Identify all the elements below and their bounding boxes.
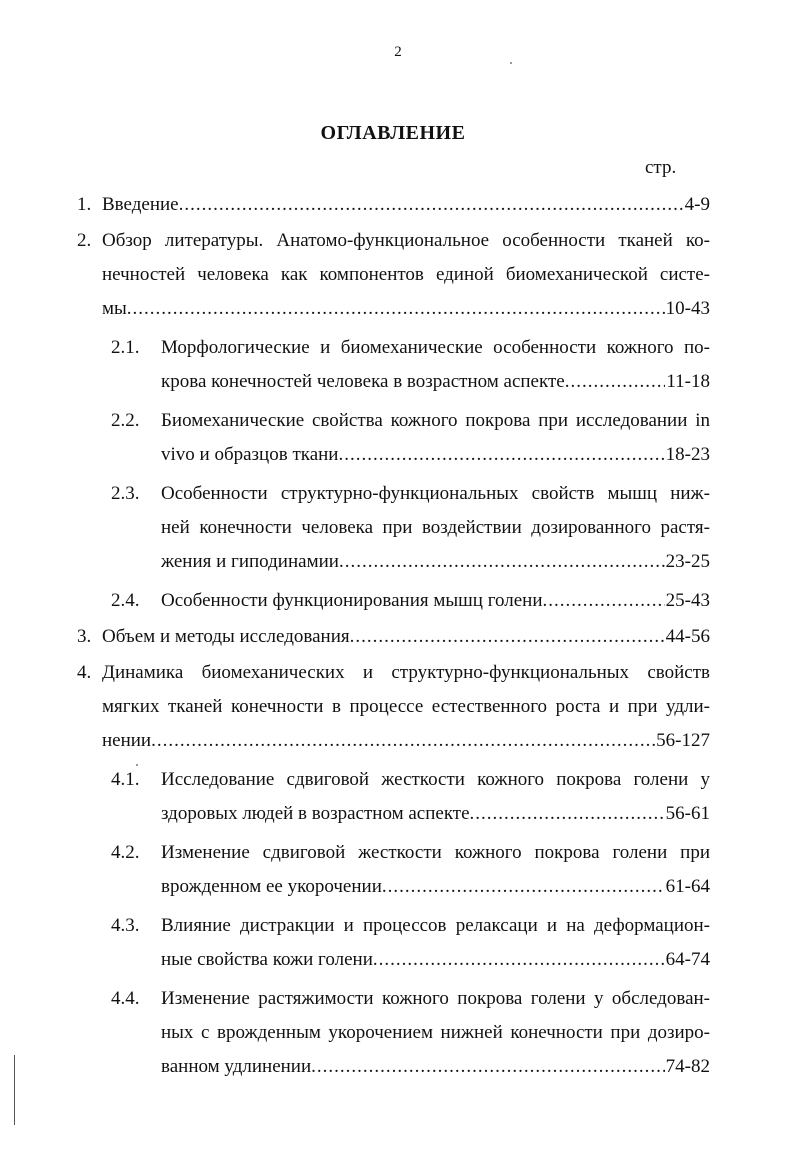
toc-entry-line: мягких тканей конечности в процессе естественного роста и при удли-: [102, 696, 710, 717]
toc-entry: [0, 584, 796, 618]
toc-entry-line: Изменение сдвиговой жесткости кожного покрова голени при: [161, 842, 710, 863]
toc-entry-number: 3.: [77, 626, 92, 647]
toc-entry-title: крова конечностей человека в возрастном аспекте: [161, 371, 565, 392]
toc-entry-number: 4.1.: [111, 769, 140, 790]
toc-entry-pages: 61-64: [665, 876, 710, 897]
toc-entry: [0, 331, 796, 399]
scan-speck: [510, 62, 512, 64]
toc-entry-number: 4.4.: [111, 988, 140, 1009]
toc-entry-number: 2.4.: [111, 590, 140, 611]
toc-entry-pages: 64-74: [665, 949, 710, 970]
toc-entry-line: Исследование сдвиговой жесткости кожного покрова голени у: [161, 769, 710, 790]
toc-entry-title: ные свойства кожи голени: [161, 949, 373, 970]
toc-entry-line: Обзор литературы. Анатомо-функциональное особенности тканей ко-: [102, 230, 710, 251]
page-column-label: стр.: [645, 157, 677, 178]
toc-entry-title: ванном удлинении: [161, 1056, 312, 1077]
toc-entry-title: vivo и образцов ткани: [161, 444, 339, 465]
toc-entry-pages: 11-18: [666, 371, 710, 392]
dot-leader: [382, 870, 665, 904]
toc-entry: [0, 982, 796, 1084]
dot-leader: [338, 438, 664, 472]
dot-leader: [127, 292, 665, 326]
scan-speck: [136, 764, 138, 766]
toc-entry-line: Динамика биомеханических и структурно-функциональных свойств: [102, 662, 710, 683]
dot-leader: [311, 1050, 665, 1084]
toc-entry-title: Особенности функционирования мышц голени: [161, 590, 543, 611]
toc-entry-line: Биомеханические свойства кожного покрова при исследовании in: [161, 410, 710, 431]
toc-entry-number: 2.: [77, 230, 92, 251]
toc-entry-line: Влияние дистракции и процессов релаксаци и на деформацион-: [161, 915, 710, 936]
toc-entry-line: нечностей человека как компонентов единой биомеханической систе-: [102, 264, 710, 285]
page-title: ОГЛАВЛЕНИЕ: [320, 122, 466, 144]
toc-entry-number: 2.1.: [111, 337, 140, 358]
toc-entry: [0, 763, 796, 831]
toc-entry-title: нении: [102, 730, 152, 751]
scan-margin-mark: [14, 1055, 15, 1125]
toc-entry-number: 4.3.: [111, 915, 140, 936]
toc-entry-pages: 18-23: [665, 444, 710, 465]
dot-leader: [179, 188, 684, 222]
page-number: 2: [394, 44, 402, 60]
toc-entry-title: Введение: [102, 194, 179, 215]
toc-entry-line: ней конечности человека при воздействии дозированного растя-: [161, 517, 710, 538]
dot-leader: [373, 943, 665, 977]
toc-entry: [0, 836, 796, 904]
toc-entry-pages: 25-43: [665, 590, 710, 611]
toc-entry-title: врожденном ее укорочении: [161, 876, 382, 897]
toc-entry: [0, 477, 796, 579]
toc-entry-title: здоровых людей в возрастном аспекте: [161, 803, 470, 824]
toc-entry-pages: 44-56: [665, 626, 710, 647]
toc-entry-number: 2.3.: [111, 483, 140, 504]
dot-leader: [470, 797, 665, 831]
dot-leader: [151, 724, 655, 758]
toc-entry-title: Объем и методы исследования: [102, 626, 350, 647]
toc-entry-number: 4.: [77, 662, 92, 683]
toc-entry-number: 1.: [77, 194, 92, 215]
toc-entry-pages: 10-43: [665, 298, 710, 319]
toc-entry: [0, 404, 796, 472]
toc-entry-line: ных с врожденным укорочением нижней конечности при дозиро-: [161, 1022, 710, 1043]
dot-leader: [339, 545, 665, 579]
toc-entry: [0, 620, 796, 654]
toc-entry-pages: 56-61: [665, 803, 710, 824]
toc-entry-pages: 56-127: [656, 730, 710, 751]
toc-entry-pages: 74-82: [665, 1056, 710, 1077]
dot-leader: [543, 584, 665, 618]
toc-entry-number: 4.2.: [111, 842, 140, 863]
toc-entry-pages: 23-25: [665, 551, 710, 572]
toc-entry-title: жения и гиподинамии: [161, 551, 339, 572]
toc-entry-line: Особенности структурно-функциональных свойств мышц ниж-: [161, 483, 710, 504]
dot-leader: [350, 620, 665, 654]
table-of-contents: [0, 188, 796, 1084]
toc-entry: [0, 188, 796, 222]
dot-leader: [565, 365, 666, 399]
toc-entry: [0, 224, 796, 326]
toc-entry-pages: 4-9: [684, 194, 710, 215]
toc-entry-number: 2.2.: [111, 410, 140, 431]
toc-entry-title: мы: [102, 298, 127, 319]
toc-entry: [0, 656, 796, 758]
toc-entry-line: Изменение растяжимости кожного покрова голени у обследован-: [161, 988, 710, 1009]
toc-entry: [0, 909, 796, 977]
toc-entry-line: Морфологические и биомеханические особенности кожного по-: [161, 337, 710, 358]
